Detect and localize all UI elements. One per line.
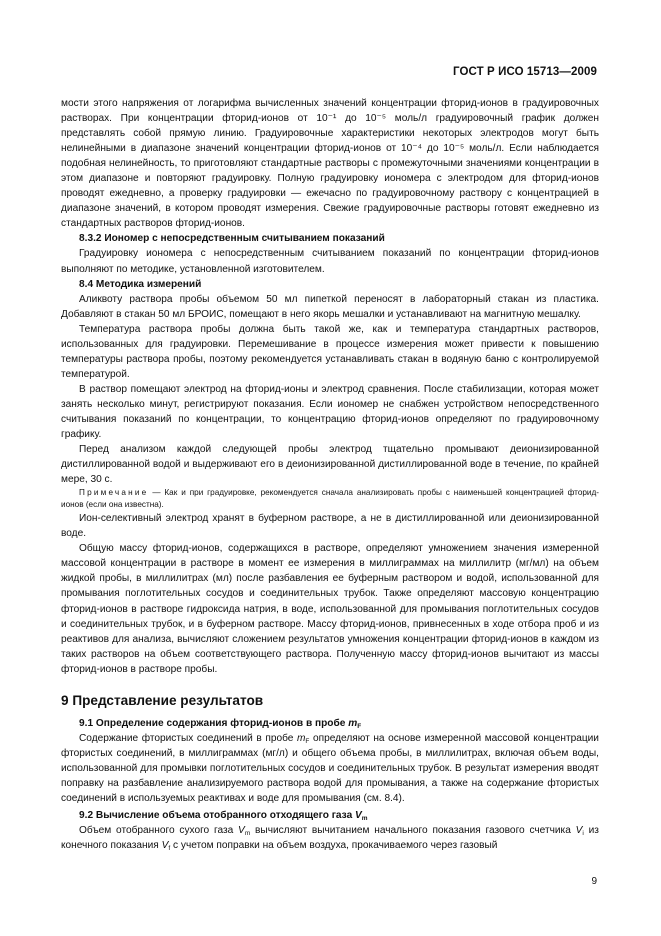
paragraph: В раствор помещают электрод на фторид-ионы и электрод сравнения. После стабилизации, которая может занять несколько минут, регистрируют показания. Если иономер не снабжен устройством непосредственного считывания показаний по концентрации, то концентрацию фторид-ионов определяют по градуировочному графику. <box>61 383 599 441</box>
symbol-subscript: F <box>357 722 362 730</box>
section-heading-8-3-2: 8.3.2 Иономер с непосредственным считыванием показаний <box>79 233 385 245</box>
paragraph <box>61 731 599 806</box>
symbol: m <box>296 732 306 744</box>
note <box>61 487 599 511</box>
symbol-subscript: i <box>582 830 584 838</box>
symbol-subscript: m <box>361 815 368 823</box>
symbol: V <box>238 825 245 837</box>
text-run: вычисляют вычитанием начального показания газового счетчика <box>255 825 571 837</box>
page-header-standard-id: ГОСТ Р ИСО 15713—2009 <box>452 66 597 78</box>
paragraph: Ион-селективный электрод хранят в буферном растворе, а не в дистиллированной или деионизированной воде. <box>61 513 599 540</box>
heading-text: 9.2 Вычисление объема отобранного отходящего газа <box>79 810 353 822</box>
section-heading-9-2 <box>61 808 599 823</box>
symbol: m <box>348 717 358 729</box>
text-run: из конечного показания <box>61 825 599 852</box>
symbol-subscript: m <box>244 830 251 838</box>
note-label: Примечание <box>79 488 149 498</box>
symbol: V <box>575 825 583 837</box>
paragraph: Градуировку иономера с непосредственным считыванием показаний по концентрации фторид-ионов выполняют по методике, установленной изготовителем. <box>61 248 599 275</box>
symbol: V <box>161 840 169 852</box>
paragraph <box>61 823 599 853</box>
text-run: определяют на основе измеренной массовой концентрации фтористых соединений, в миллиграммах (мг/л) и общего объема пробы, в миллилитрах, включая объем воды, использованной для промывки поглотительных сосудов и соединительных трубок. В результат измерения вводят поправку на разбавление анализируемого раствора водой для промывания, а также на содержание фтористых соединений в используемых реактивах и воде для промывания (см. 8.4). <box>61 732 599 805</box>
symbol-subscript: F <box>305 737 310 745</box>
page-number: 9 <box>591 876 597 887</box>
text-run: Объем отобранного сухого газа <box>79 825 234 837</box>
section-heading-8-4: 8.4 Методика измерений <box>79 278 202 290</box>
symbol: V <box>355 810 362 822</box>
paragraph: Аликвоту раствора пробы объемом 50 мл пипеткой переносят в лабораторный стакан из пластика. Добавляют в стакан 50 мл БРОИС, помещают в него якорь мешалки и устанавливают на магнитную мешалку. <box>61 293 599 320</box>
text-run: с учетом поправки на объем воздуха, прокачиваемого через газовый <box>173 840 498 852</box>
symbol-subscript: f <box>168 845 171 853</box>
section-heading-9: 9 Представление результатов <box>61 692 264 708</box>
paragraph: Температура раствора пробы должна быть такой же, как и температура стандартных растворов, использованных для градуировки. Перемешивание в процессе измерения может привести к повышению температуры раствора пробы, поэтому рекомендуется устанавливать стакан в водяную баню с контролируемой температурой. <box>61 323 599 380</box>
document-body <box>61 96 599 853</box>
paragraph: мости этого напряжения от логарифма вычисленных значений концентрации фторид-ионов в градуировочных растворах. При концентрации фторид-ионов от 10⁻¹ до 10⁻⁵ моль/л градуировочный график должен представлять собой прямую линию. Градуировочные характеристики некоторых электродов могут быть нелинейными в диапазоне значений концентрации фторид-ионов от 10⁻⁴ до 10⁻⁵ моль/л. Если наблюдается подобная нелинейность, то приготовляют стандартные растворы с промежуточными значениями концентрации в этом диапазоне и повторяют градуировку. Полную градуировку иономера с электродом для фторид-ионов проводят ежедневно, а проверку градуировки — ежечасно по градуировочному раствору с концентрацией в диапазоне значений, в котором проводят измерения. Свежие градуировочные растворы готовят ежедневно из стандартных растворов фторид-ионов. <box>61 98 599 230</box>
section-heading-9-1 <box>61 716 599 731</box>
heading-text: 9.1 Определение содержания фторид-ионов в пробе <box>79 717 346 729</box>
text-run: Содержание фтористых соединений в пробе <box>79 732 294 744</box>
paragraph: Перед анализом каждой следующей пробы электрод тщательно промывают деионизированной дистиллированной водой и выдерживают его в деионизированной дистиллированной воде в течение, по крайней мере, 30 с. <box>61 444 599 486</box>
note-text: — Как и при градуировке, рекомендуется сначала анализировать пробы с наименьшей концентрацией фторид-ионов (если она известна). <box>61 488 600 510</box>
paragraph: Общую массу фторид-ионов, содержащихся в растворе, определяют умножением значения измеренной массовой концентрации в растворе в момент ее измерения в миллиграммах на миллилитр (мг/мл) на объем жидкой пробы, в миллилитрах (мл) после разбавления ее буферным раствором и водой, использованной для промывания поглотительных сосудов и соединительных трубок. Также определяют массовую концентрацию фторид-ионов в растворе гидроксида натрия, в воде, использованной для промывания поглотительных сосудов и соединительных трубок, и в буферном растворе. Массу фторид-ионов, привнесенных в ходе отбора проб и из реактивов для анализа, вычисляют сложением результатов умножения концентрации фторид-ионов в каждом из таких растворов на объем соответствующего раствора. Полученную массу фторид-ионов вычитают из массы фторид-ионов в растворе пробы. <box>61 543 599 675</box>
